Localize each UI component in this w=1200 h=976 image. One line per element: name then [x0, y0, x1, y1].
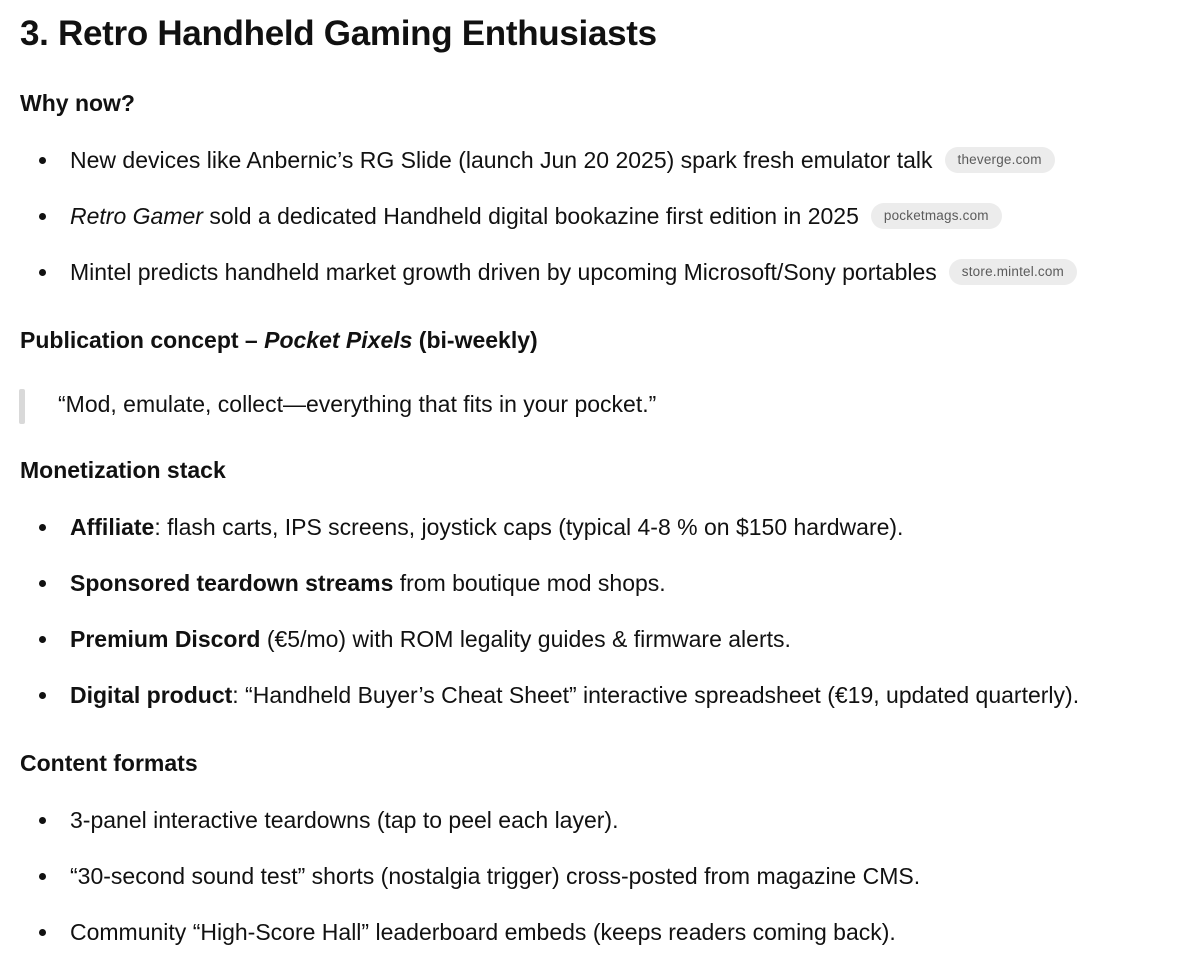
- bullet: [39, 873, 46, 880]
- content-format-text: “30-second sound test” shorts (nostalgia trigger) cross-posted from magazine CMS.: [70, 862, 921, 889]
- bullet: [39, 524, 46, 531]
- page-title: 3. Retro Handheld Gaming Enthusiasts: [20, 14, 657, 53]
- magazine-name: Retro Gamer: [70, 202, 203, 229]
- bullet: [39, 213, 46, 220]
- bullet: [39, 929, 46, 936]
- monetization-item-text: from boutique mod shops.: [393, 569, 666, 596]
- monetization-item-label: Sponsored teardown streams: [70, 569, 394, 596]
- content-formats-heading: Content formats: [20, 750, 198, 776]
- concept-heading-title: Pocket Pixels: [264, 327, 413, 353]
- bullet: [39, 269, 46, 276]
- monetization-item-text: (€5/mo) with ROM legality guides & firmware alerts.: [260, 625, 791, 652]
- bullet: [39, 157, 46, 164]
- blockquote-bar: [19, 389, 25, 424]
- bullet: [39, 817, 46, 824]
- source-chip-mintel[interactable]: store.mintel.com: [949, 259, 1077, 285]
- concept-heading-prefix: Publication concept –: [20, 327, 265, 353]
- why-now-heading: Why now?: [20, 90, 135, 116]
- monetization-item-label: Digital product: [70, 681, 233, 708]
- monetization-heading: Monetization stack: [20, 457, 226, 483]
- bullet: [39, 692, 46, 699]
- why-now-item-text: sold a dedicated Handheld digital bookazine first edition in 2025: [202, 202, 859, 229]
- monetization-item-text: : “Handheld Buyer’s Cheat Sheet” interactive spreadsheet (€19, updated quarterly).: [232, 681, 1080, 708]
- bullet: [39, 580, 46, 587]
- content-format-text: 3-panel interactive teardowns (tap to peel each layer).: [70, 806, 619, 833]
- monetization-item-label: Affiliate: [70, 513, 155, 540]
- why-now-item-text: New devices like Anbernic’s RG Slide (launch Jun 20 2025) spark fresh emulator talk: [70, 146, 933, 173]
- source-chip-theverge[interactable]: theverge.com: [945, 147, 1055, 173]
- monetization-item-text: : flash carts, IPS screens, joystick caps (typical 4-8 % on $150 hardware).: [154, 513, 904, 540]
- why-now-item-text: Mintel predicts handheld market growth driven by upcoming Microsoft/Sony portables: [70, 258, 937, 285]
- source-chip-pocketmags[interactable]: pocketmags.com: [871, 203, 1002, 229]
- concept-heading-suffix: (bi-weekly): [412, 327, 538, 353]
- concept-heading: [20, 327, 538, 354]
- monetization-item-label: Premium Discord: [70, 625, 261, 652]
- content-format-text: Community “High-Score Hall” leaderboard embeds (keeps readers coming back).: [70, 918, 896, 945]
- bullet: [39, 636, 46, 643]
- tagline-quote: “Mod, emulate, collect—everything that fits in your pocket.”: [58, 391, 657, 417]
